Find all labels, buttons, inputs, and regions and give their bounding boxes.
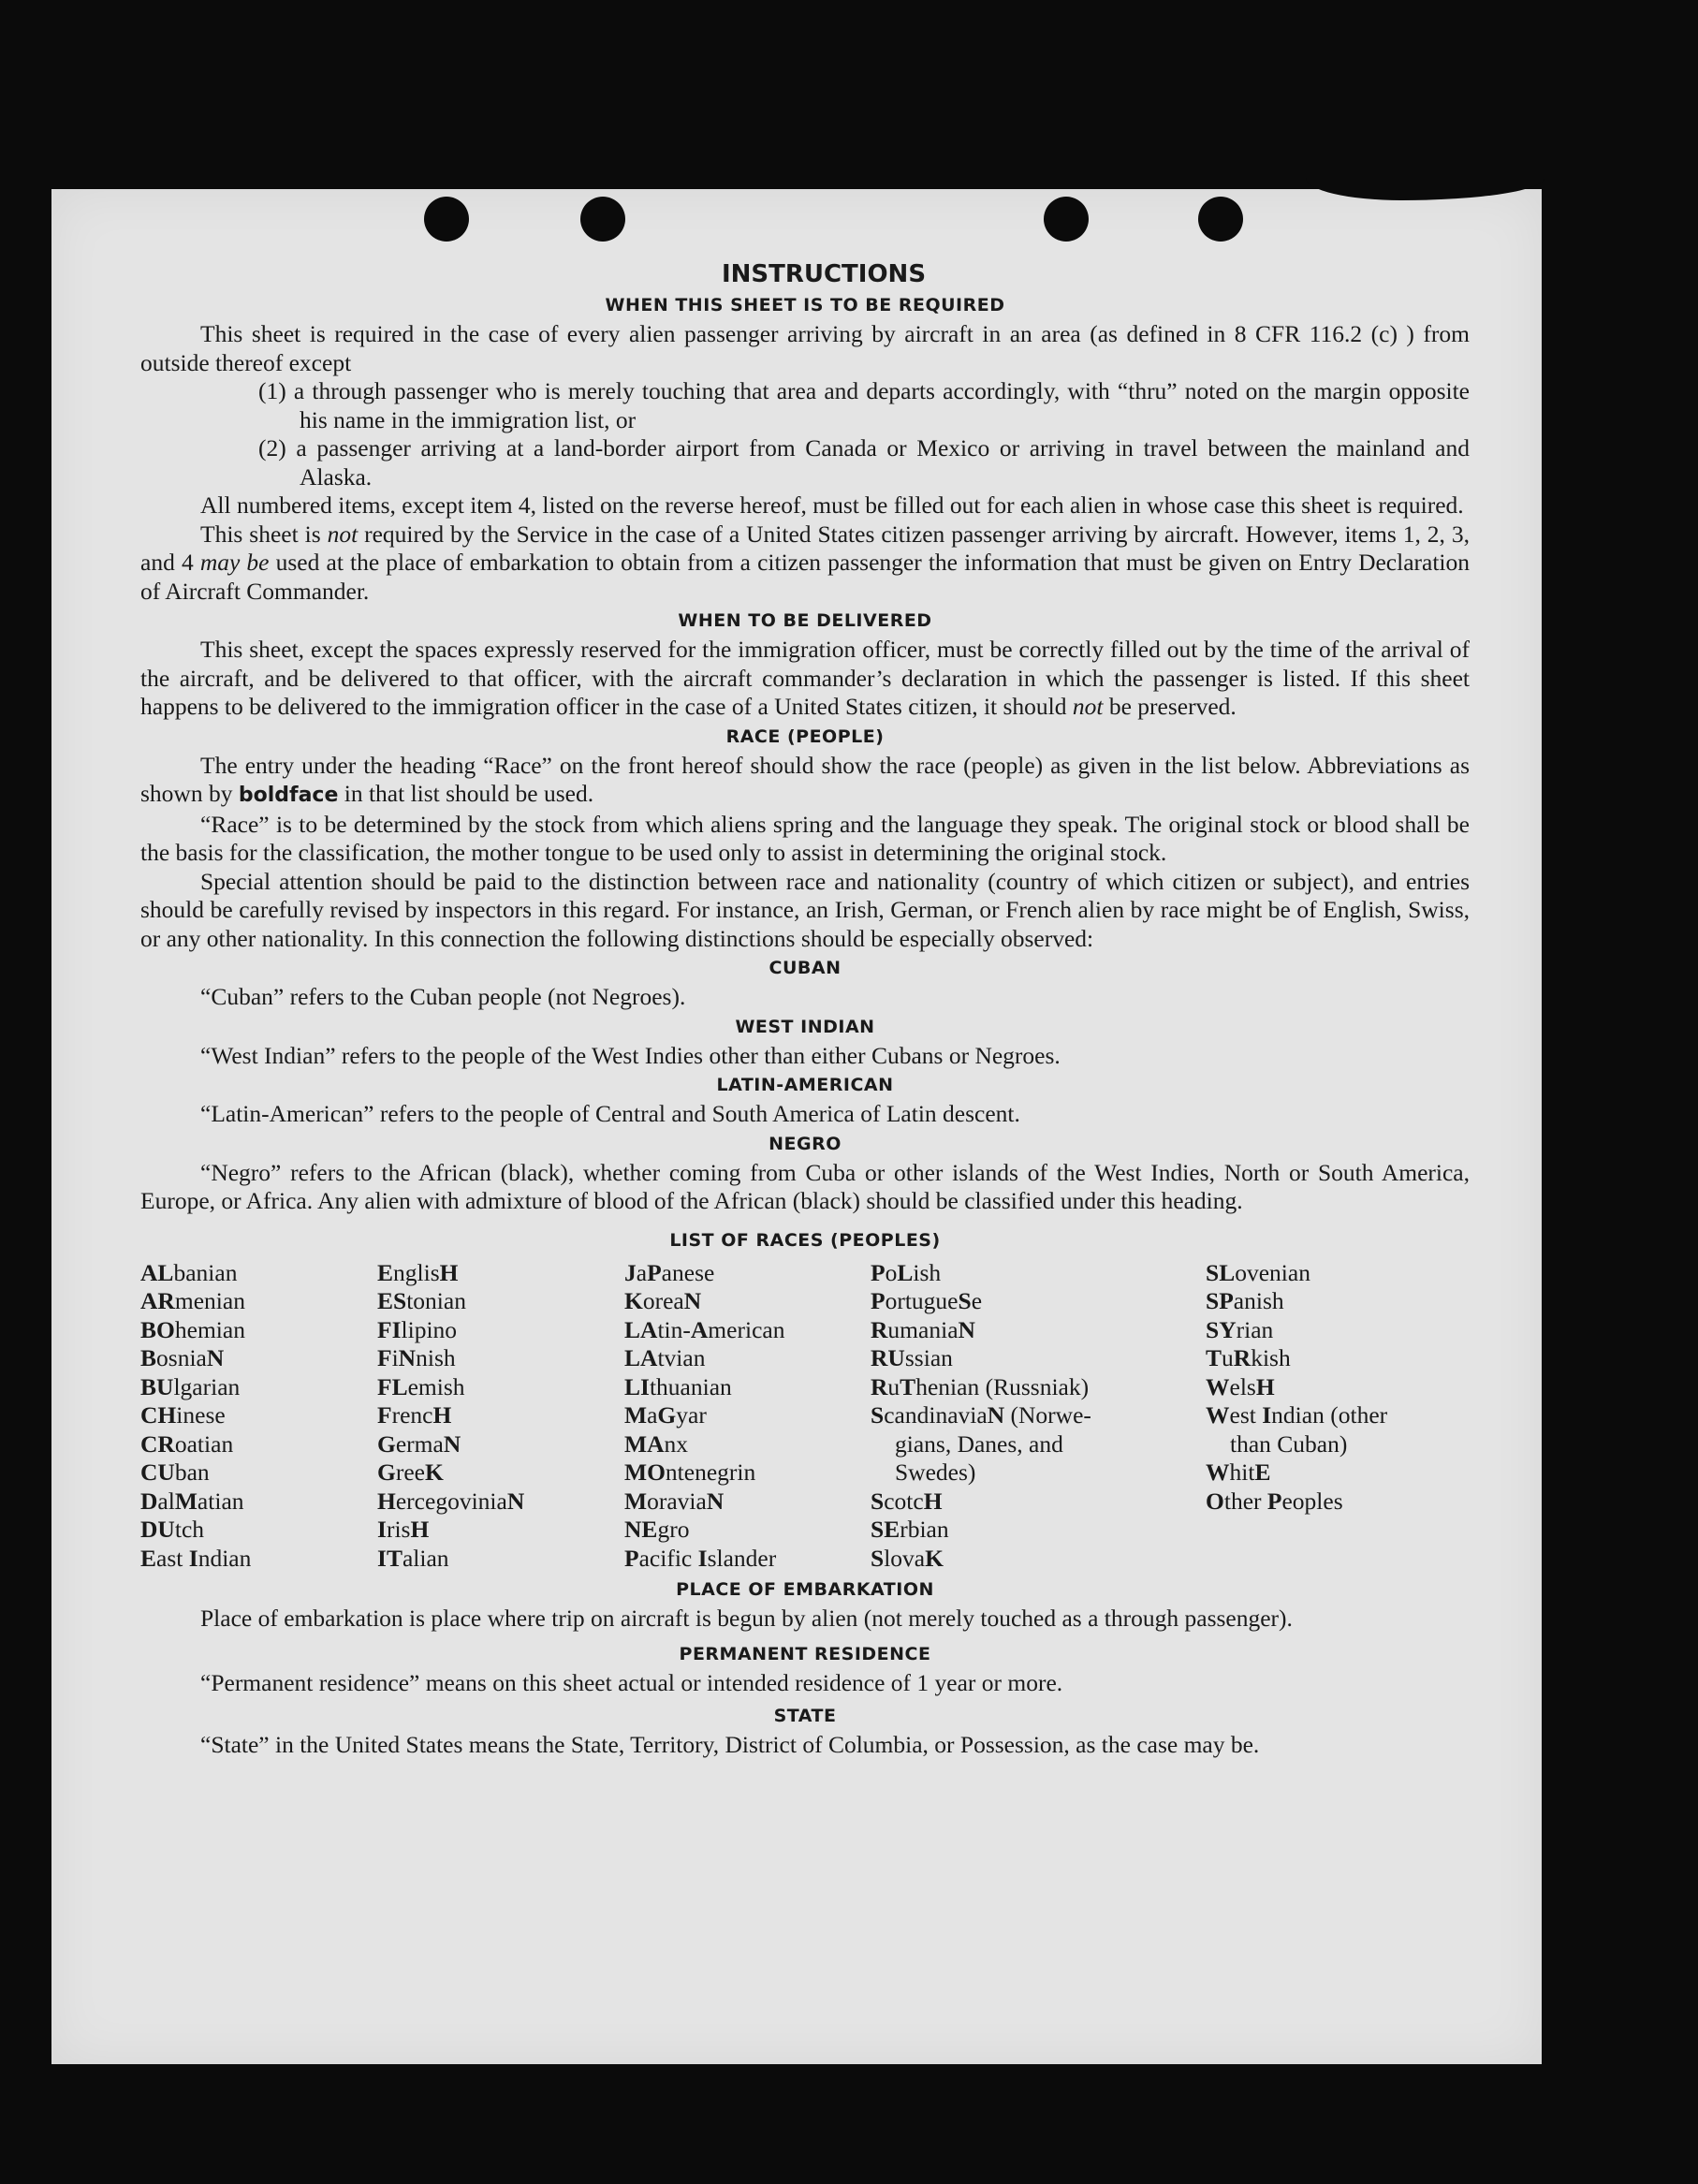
race-entry: Swedes) xyxy=(895,1458,976,1486)
race-entry: Pacific Islander xyxy=(624,1544,777,1572)
race-entry: ScotcH xyxy=(871,1487,943,1515)
paragraph: “State” in the United States means the State, Territory, District of Columbia, or Possession, as the case may be. xyxy=(200,1731,1260,1758)
race-entry: FLemish xyxy=(377,1372,465,1400)
race-entry: GermaN xyxy=(377,1429,461,1458)
race-entry: HercegoviniaN xyxy=(377,1487,525,1515)
punch-hole xyxy=(1198,197,1243,242)
section-heading: STATE xyxy=(773,1706,837,1726)
race-entry: PortugueSe xyxy=(871,1287,983,1314)
race-entry: PoLish xyxy=(871,1258,942,1286)
race-entry: SPanish xyxy=(1206,1287,1284,1314)
races-column xyxy=(377,1259,624,1574)
page-title: INSTRUCTIONS xyxy=(721,260,927,288)
section-heading: PERMANENT RESIDENCE xyxy=(679,1643,931,1664)
race-entry: MoraviaN xyxy=(624,1487,725,1515)
race-entry: WhitE xyxy=(1206,1458,1271,1486)
section-heading: WEST INDIAN xyxy=(735,1016,875,1037)
race-entry: SYrian xyxy=(1206,1315,1274,1343)
paragraph: “Latin-American” refers to the people of Central and South America of Latin descent. xyxy=(200,1100,1020,1127)
race-entry: GreeK xyxy=(377,1458,444,1486)
paragraph: “Negro” refers to the African (black), whether coming from Cuba or other islands of the West Indies, North or South America, Europe, or Africa. Any alien with admixture of blood of the African (black) should be classified under this heading. xyxy=(140,1158,1470,1214)
section-heading: WHEN TO BE DELIVERED xyxy=(678,610,932,631)
paragraph: “Race” is to be determined by the stock from which aliens spring and the language they speak. The original stock or blood shall be the basis for the classification, the mother tongue to be used only to assist in determining the original stock. xyxy=(140,810,1470,866)
punch-hole xyxy=(424,197,469,242)
race-entry: ALbanian xyxy=(140,1258,238,1286)
race-entry: RuThenian (Russniak) xyxy=(871,1372,1090,1400)
race-entry: RUssian xyxy=(871,1344,953,1371)
race-entry: ARmenian xyxy=(140,1287,245,1314)
races-column xyxy=(624,1259,871,1574)
race-entry: DUtch xyxy=(140,1516,205,1543)
race-entry: SLovenian xyxy=(1206,1258,1310,1286)
race-entry: CRoatian xyxy=(140,1429,234,1458)
race-entry: FrencH xyxy=(377,1401,452,1429)
paragraph: Special attention should be paid to the distinction between race and nationality (country of which citizen or subject), and entries should be carefully revised by inspectors in this regard. For instance, an Irish, German, or French alien by race might be of English, Swiss, or any other nationality. In this connection the following distinctions should be especially observed: xyxy=(140,867,1470,952)
race-entry: JaPanese xyxy=(624,1258,715,1286)
race-entry: MaGyar xyxy=(624,1401,707,1429)
race-entry: BosniaN xyxy=(140,1344,225,1371)
race-entry: WelsH xyxy=(1206,1372,1275,1400)
races-column xyxy=(140,1259,377,1574)
race-entry: West Indian (other xyxy=(1206,1401,1388,1429)
races-list xyxy=(140,1259,1470,1574)
section-heading: PLACE OF EMBARKATION xyxy=(676,1579,934,1600)
list-item: (2) a passenger arriving at a land-border airport from Canada or Mexico or arriving in travel between the mainland and Alaska. xyxy=(258,434,1470,491)
race-entry: LIthuanian xyxy=(624,1372,732,1400)
race-entry: LAtin-American xyxy=(624,1315,785,1343)
race-entry: TuRkish xyxy=(1206,1344,1291,1371)
race-entry: MAnx xyxy=(624,1429,688,1458)
race-entry: SlovaK xyxy=(871,1544,944,1572)
section-heading: CUBAN xyxy=(768,958,842,978)
paragraph: “Permanent residence” means on this sheet actual or intended residence of 1 year or more. xyxy=(200,1668,1063,1696)
section-heading: WHEN THIS SHEET IS TO BE REQUIRED xyxy=(605,295,1005,315)
punch-hole xyxy=(580,197,625,242)
paragraph: “Cuban” refers to the Cuban people (not Negroes). xyxy=(200,983,686,1010)
section-heading: NEGRO xyxy=(768,1133,842,1154)
race-entry: CUban xyxy=(140,1458,210,1486)
race-entry: EStonian xyxy=(377,1287,466,1314)
race-entry: FIlipino xyxy=(377,1315,458,1343)
race-entry: KoreaN xyxy=(624,1287,702,1314)
race-entry: than Cuban) xyxy=(1230,1429,1348,1458)
race-entry: BOhemian xyxy=(140,1315,245,1343)
race-entry: DalMatian xyxy=(140,1487,244,1515)
race-entry: FiNnish xyxy=(377,1344,456,1371)
paragraph: “West Indian” refers to the people of the West Indies other than either Cubans or Negroes. xyxy=(200,1041,1061,1069)
race-entry: EnglisH xyxy=(377,1258,459,1286)
race-entry: MOntenegrin xyxy=(624,1458,756,1486)
race-entry: RumaniaN xyxy=(871,1315,975,1343)
punch-hole xyxy=(1044,197,1089,242)
race-entry: ITalian xyxy=(377,1544,449,1572)
section-heading: LIST OF RACES (PEOPLES) xyxy=(669,1229,941,1251)
paragraph: The entry under the heading “Race” on the front hereof should show the race (people) as given in the list below. Abbreviations as shown by boldface in that list should be used. xyxy=(140,751,1470,807)
race-entry: NEgro xyxy=(624,1516,690,1543)
paragraph: This sheet is required in the case of every alien passenger arriving by aircraft in an area (as defined in 8 CFR 116.2 (c) ) from outside thereof except xyxy=(140,320,1470,376)
paragraph: All numbered items, except item 4, listed on the reverse hereof, must be filled out for each alien in whose case this sheet is required. xyxy=(200,491,1464,519)
section-heading: RACE (PEOPLE) xyxy=(725,726,885,747)
races-column xyxy=(871,1259,1206,1574)
paragraph: Place of embarkation is place where trip on aircraft is begun by alien (not merely touched as a through passenger). xyxy=(200,1605,1293,1632)
race-entry: ScandinaviaN (Norwe- xyxy=(871,1401,1091,1429)
race-entry: LAtvian xyxy=(624,1344,706,1371)
race-entry: SErbian xyxy=(871,1516,949,1543)
race-entry: gians, Danes, and xyxy=(895,1429,1063,1458)
race-entry: IrisH xyxy=(377,1516,430,1543)
instructions-content xyxy=(140,258,1470,1760)
race-entry: BUlgarian xyxy=(140,1372,241,1400)
section-heading: LATIN-AMERICAN xyxy=(716,1075,894,1095)
list-item: (1) a through passenger who is merely touching that area and departs accordingly, with “thru” noted on the margin opposite his name in the immigration list, or xyxy=(258,377,1470,433)
paragraph: This sheet is not required by the Service in the case of a United States citizen passenger arriving by aircraft. However, items 1, 2, 3, and 4 may be used at the place of embarkation to obtain from a citizen passenger the information that must be given on Entry Declaration of Aircraft Commander. xyxy=(140,520,1471,605)
races-column xyxy=(1206,1259,1458,1574)
paragraph: This sheet, except the spaces expressly reserved for the immigration officer, must be correctly filled out by the time of the arrival of the aircraft, and be delivered to that officer, with the aircraft commander’s declaration in which the passenger is listed. If this sheet happens to be delivered to the immigration officer in the case of a United States citizen, it should not be preserved. xyxy=(140,636,1470,720)
race-entry: Other Peoples xyxy=(1206,1487,1343,1515)
race-entry: CHinese xyxy=(140,1401,226,1429)
race-entry: East Indian xyxy=(140,1544,252,1572)
